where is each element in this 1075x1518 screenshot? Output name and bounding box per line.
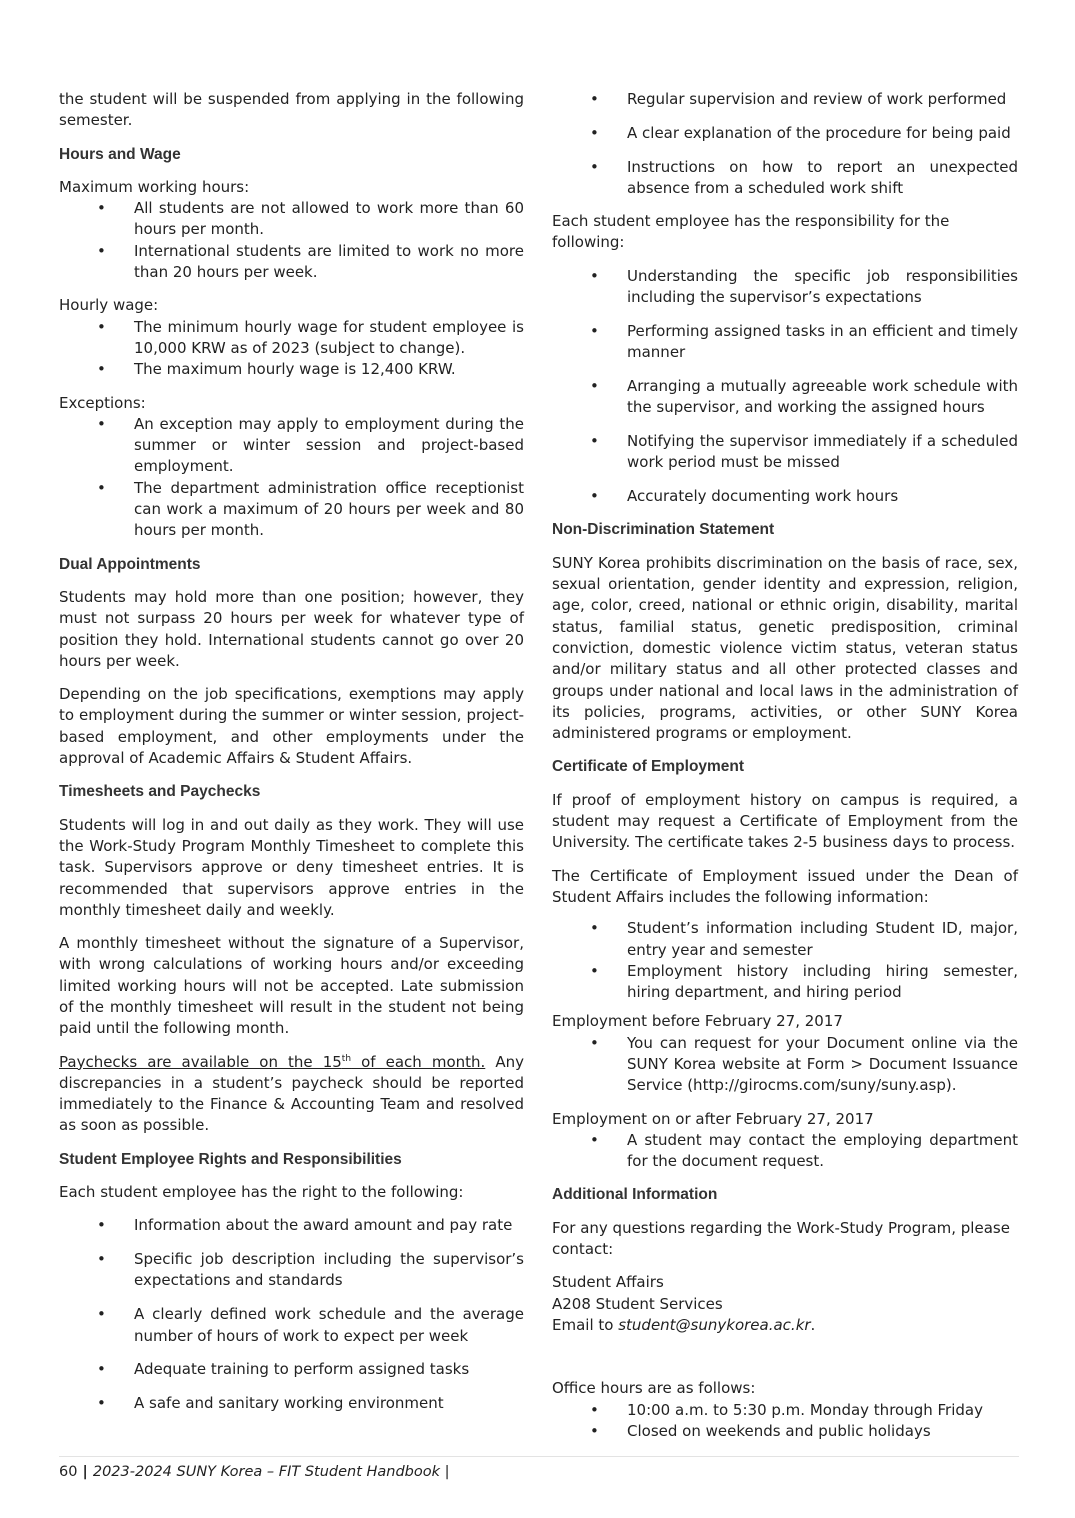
right-column [552, 89, 1018, 1454]
contact-office: Student Affairs [552, 1273, 664, 1292]
list-item: • An exception may apply to employment during the summer or winter session and project-based employment. [59, 414, 524, 478]
office-hours-list [552, 1400, 1018, 1443]
footer-trailing: | [440, 1464, 450, 1480]
employment-before-label: Employment before February 27, 2017 [552, 1012, 843, 1031]
heading-dual-appointments: Dual Appointments [59, 555, 201, 573]
employment-before-list [552, 1033, 1018, 1097]
dual-paragraph-2: Depending on the job specifications, exemptions may apply to employment during the summer or winter session, project-based employment, and other employments under the approval of Academic Affairs & Student Affairs. [59, 685, 524, 768]
heading-hours-and-wage: Hours and Wage [59, 145, 181, 163]
page-number: 60 [59, 1464, 78, 1480]
list-item: • Closed on weekends and public holidays [552, 1421, 1018, 1442]
spacer [552, 1336, 1018, 1378]
hourly-wage-list [59, 317, 524, 381]
exceptions-label: Exceptions: [59, 393, 146, 412]
paycheck-discrepancy-text: Any discrepancies in a student’s paycheck should be reported immediately to the Finance & Accounting Team and resolved as soon as possible. [59, 1052, 524, 1135]
email-prefix: Email to [552, 1315, 619, 1334]
list-item: • A clearly defined work schedule and the average number of hours of work to expect per week [59, 1304, 524, 1347]
list-item: • All students are not allowed to work more than 60 hours per month. [59, 198, 524, 241]
list-item: • A student may contact the employing department for the document request. [552, 1130, 1018, 1173]
certificate-paragraph-2: The Certificate of Employment issued under the Dean of Student Affairs includes the following information: [552, 866, 1018, 906]
dual-paragraph-1: Students may hold more than one position; however, they must not surpass 20 hours per week for whatever type of position they hold. International students cannot go over 20 hours per week. [59, 587, 524, 670]
list-item: • Regular supervision and review of work performed [552, 89, 1018, 110]
heading-timesheets-paychecks: Timesheets and Paychecks [59, 783, 261, 801]
opening-paragraph: the student will be suspended from applying in the following semester. [59, 90, 524, 130]
list-item: • You can request for your Document online via the SUNY Korea website at Form > Document Issuance Service (http://girocms.com/suny/suny.asp). [552, 1033, 1018, 1097]
timesheets-paragraph-1: Students will log in and out daily as they work. They will use the Work-Study Program Monthly Timesheet to complete this task. Supervisors approve or deny timesheet entries. It is recommended that supervisors approve entries in the monthly timesheet daily and weekly. [59, 815, 524, 919]
list-item: • Specific job description including the supervisor’s expectations and standards [59, 1249, 524, 1292]
certificate-info-list [552, 918, 1018, 1003]
rights-list [59, 1215, 524, 1414]
list-item: • Student’s information including Student ID, major, entry year and semester [552, 918, 1018, 961]
paycheck-date-underlined [59, 1053, 485, 1071]
footer-title: 2023-2024 SUNY Korea – FIT Student Handbook [92, 1464, 441, 1480]
list-item: • Adequate training to perform assigned tasks [59, 1359, 524, 1380]
contact-location: A208 Student Services [552, 1294, 723, 1313]
responsibilities-intro: Each student employee has the responsibility for the following: [552, 212, 950, 252]
office-hours-label: Office hours are as follows: [552, 1379, 756, 1398]
hourly-wage-label: Hourly wage: [59, 296, 159, 315]
certificate-paragraph-1: If proof of employment history on campus is required, a student may request a Certificate of Employment from the University. The certificate takes 2-5 business days to process. [552, 790, 1018, 852]
heading-rights-responsibilities: Student Employee Rights and Responsibilities [59, 1150, 402, 1168]
left-column [59, 89, 524, 1426]
employment-after-list [552, 1130, 1018, 1173]
list-item: • International students are limited to work no more than 20 hours per week. [59, 241, 524, 284]
footer-rule [59, 1456, 1019, 1457]
email-address[interactable]: student@sunykorea.ac.kr [618, 1315, 811, 1334]
list-item: • Employment history including hiring semester, hiring department, and hiring period [552, 961, 1018, 1004]
ordinal-suffix: th [341, 1053, 352, 1064]
max-hours-list [59, 198, 524, 283]
list-item: • Understanding the specific job responsibilities including the supervisor’s expectations [552, 266, 1018, 309]
exceptions-list [59, 414, 524, 542]
employment-after-label: Employment on or after February 27, 2017 [552, 1109, 874, 1128]
paycheck-date-text: Paychecks are available on the 15 [59, 1052, 342, 1071]
list-item: • Accurately documenting work hours [552, 486, 1018, 507]
list-item: • The department administration office receptionist can work a maximum of 20 hours per week and 80 hours per month. [59, 478, 524, 542]
contact-email-line [552, 1315, 1018, 1336]
list-item: • Instructions on how to report an unexpected absence from a scheduled work shift [552, 157, 1018, 200]
non-discrimination-paragraph: SUNY Korea prohibits discrimination on the basis of race, sex, sexual orientation, gender identity and expression, religion, age, color, creed, national or ethnic origin, disability, marital status, familial status, genetic predisposition, criminal conviction, domestic violence victim status, veteran status and/or military status and all other protected classes and groups under national and local laws in the administration of its policies, programs, activities, or other SUNY Korea administered programs or employment. [552, 553, 1018, 743]
additional-paragraph: For any questions regarding the Work-Study Program, please contact: [552, 1218, 1010, 1259]
rights-intro: Each student employee has the right to the following: [59, 1183, 464, 1202]
list-item: • Information about the award amount and pay rate [59, 1215, 524, 1236]
timesheets-paragraph-3 [59, 1052, 524, 1137]
heading-additional-information: Additional Information [552, 1186, 718, 1204]
email-suffix: . [810, 1315, 816, 1334]
list-item: • The minimum hourly wage for student employee is 10,000 KRW as of 2023 (subject to change). [59, 317, 524, 360]
responsibilities-list [552, 266, 1018, 508]
paycheck-date-text-end: of each month. [351, 1052, 486, 1071]
list-item: • Performing assigned tasks in an efficient and timely manner [552, 321, 1018, 364]
list-item: • A clear explanation of the procedure for being paid [552, 123, 1018, 144]
list-item: • The maximum hourly wage is 12,400 KRW. [59, 359, 524, 380]
list-item: • Arranging a mutually agreeable work schedule with the supervisor, and working the assigned hours [552, 376, 1018, 419]
heading-non-discrimination: Non-Discrimination Statement [552, 521, 775, 539]
footer-separator: | [77, 1464, 93, 1480]
max-hours-label: Maximum working hours: [59, 177, 250, 196]
list-item: • Notifying the supervisor immediately if a scheduled work period must be missed [552, 431, 1018, 474]
rights-list-continued [552, 89, 1018, 199]
timesheets-paragraph-2: A monthly timesheet without the signature of a Supervisor, with wrong calculations of working hours and/or exceeding limited working hours will not be accepted. Late submission of the monthly timesheet will result in the student not being paid until the following month. [59, 934, 524, 1038]
heading-certificate-of-employment: Certificate of Employment [552, 758, 745, 776]
list-item: • A safe and sanitary working environment [59, 1393, 524, 1414]
list-item: • 10:00 a.m. to 5:30 p.m. Monday through Friday [552, 1400, 1018, 1421]
page-footer [59, 1462, 450, 1483]
